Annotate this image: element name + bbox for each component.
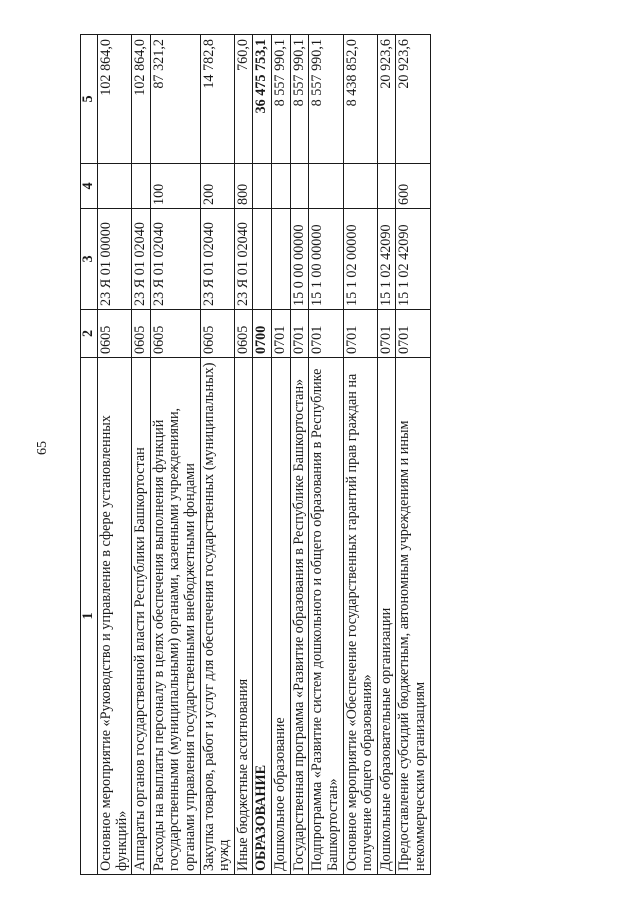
cell-target (272, 209, 291, 310)
cell-name: Предоставление субсидий бюджетным, автономным учреждениям и иным некоммерческим организациям (396, 358, 430, 875)
table-row (150, 35, 200, 875)
table-row (396, 35, 430, 875)
cell-target: 15 0 00 00000 (290, 209, 309, 310)
table-row (272, 35, 291, 875)
table-row (200, 35, 234, 875)
cell-type (132, 164, 151, 209)
cell-type (98, 164, 132, 209)
cell-amount: 87 321,2 (150, 35, 200, 164)
header-col-3: 3 (81, 209, 98, 310)
cell-section: 0700 (253, 310, 272, 358)
rotated-page-content (80, 35, 620, 875)
cell-target: 23 Я 01 00000 (98, 209, 132, 310)
header-col-1: 1 (81, 358, 98, 875)
cell-name: Государственная программа «Развитие образования в Республике Башкортостан» (290, 358, 309, 875)
cell-section: 0701 (377, 310, 396, 358)
table-row-section-total (253, 35, 272, 875)
cell-name: Закупка товаров, работ и услуг для обеспечения государственных (муниципальных) нужд (200, 358, 234, 875)
cell-type (309, 164, 343, 209)
cell-amount: 20 923,6 (377, 35, 396, 164)
cell-section: 0605 (150, 310, 200, 358)
header-col-4: 4 (81, 164, 98, 209)
cell-target: 15 1 02 00000 (343, 209, 377, 310)
cell-type: 800 (234, 164, 253, 209)
table-row (377, 35, 396, 875)
header-col-5: 5 (81, 35, 98, 164)
cell-target: 23 Я 01 02040 (200, 209, 234, 310)
cell-section: 0605 (200, 310, 234, 358)
cell-name: ОБРАЗОВАНИЕ (253, 358, 272, 875)
cell-target: 15 1 02 42090 (396, 209, 430, 310)
cell-target: 23 Я 01 02040 (150, 209, 200, 310)
table-row (343, 35, 377, 875)
cell-type (272, 164, 291, 209)
table-row (309, 35, 343, 875)
cell-name: Подпрограмма «Развитие систем дошкольного и общего образования в Республике Башкортостан» (309, 358, 343, 875)
cell-amount: 8 438 852,0 (343, 35, 377, 164)
cell-target: 15 1 02 42090 (377, 209, 396, 310)
table-row (234, 35, 253, 875)
cell-name: Иные бюджетные ассигнования (234, 358, 253, 875)
cell-amount: 8 557 990,1 (272, 35, 291, 164)
cell-section: 0605 (98, 310, 132, 358)
cell-amount: 20 923,6 (396, 35, 430, 164)
table-header-row (81, 35, 98, 875)
cell-amount: 102 864,0 (98, 35, 132, 164)
table-row (98, 35, 132, 875)
cell-name: Аппараты органов государственной власти Республики Башкортостан (132, 358, 151, 875)
header-col-2: 2 (81, 310, 98, 358)
cell-section: 0701 (290, 310, 309, 358)
cell-target: 23 Я 01 02040 (132, 209, 151, 310)
cell-name: Дошкольное образование (272, 358, 291, 875)
cell-name: Основное мероприятие «Руководство и управление в сфере установленных функций» (98, 358, 132, 875)
budget-table (80, 34, 431, 875)
cell-amount: 8 557 990,1 (309, 35, 343, 164)
cell-section: 0701 (309, 310, 343, 358)
cell-type (290, 164, 309, 209)
cell-type (343, 164, 377, 209)
cell-section: 0605 (132, 310, 151, 358)
cell-name: Дошкольные образовательные организации (377, 358, 396, 875)
cell-amount: 760,0 (234, 35, 253, 164)
cell-target (253, 209, 272, 310)
cell-name: Расходы на выплаты персоналу в целях обеспечения выполнения функций государственными (муниципальными) органами, казенными учреждениями, органами управления государственными внебюджетными фондами (150, 358, 200, 875)
cell-section: 0701 (343, 310, 377, 358)
cell-amount: 8 557 990,1 (290, 35, 309, 164)
cell-type: 600 (396, 164, 430, 209)
cell-type: 100 (150, 164, 200, 209)
cell-target: 15 1 00 00000 (309, 209, 343, 310)
cell-amount: 36 475 753,1 (253, 35, 272, 164)
table-body (98, 35, 431, 875)
cell-name: Основное мероприятие «Обеспечение государственных гарантий прав граждан на получение общего образования» (343, 358, 377, 875)
cell-amount: 102 864,0 (132, 35, 151, 164)
cell-amount: 14 782,8 (200, 35, 234, 164)
cell-type: 200 (200, 164, 234, 209)
page-number: 65 (35, 441, 50, 455)
cell-section: 0701 (272, 310, 291, 358)
cell-type (377, 164, 396, 209)
table-row (132, 35, 151, 875)
table-row (290, 35, 309, 875)
cell-section: 0605 (234, 310, 253, 358)
cell-type (253, 164, 272, 209)
cell-target: 23 Я 01 02040 (234, 209, 253, 310)
cell-section: 0701 (396, 310, 430, 358)
